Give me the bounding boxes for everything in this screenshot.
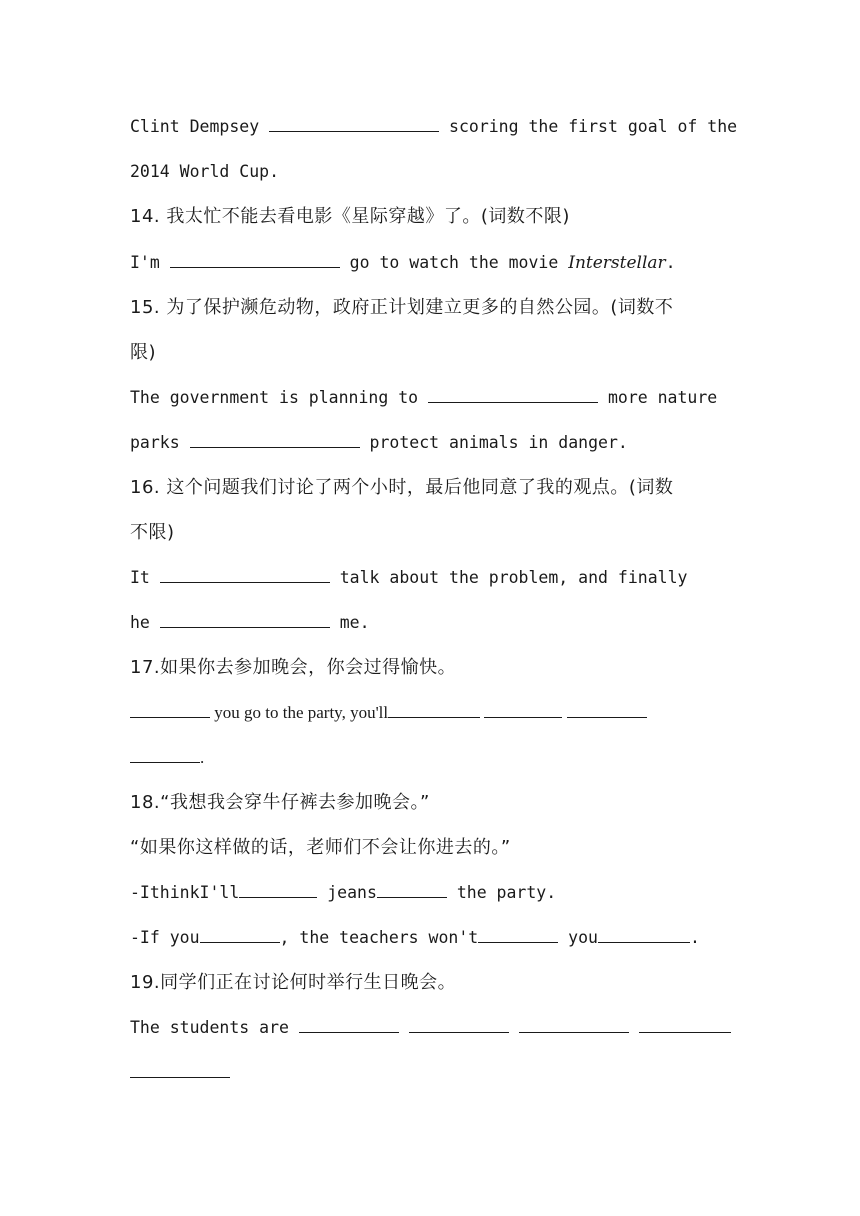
q17-answer-blank-1[interactable] [130, 699, 210, 718]
q17-answer-blank-2[interactable] [388, 699, 480, 718]
q13-en-line2: 2014 World Cup. [130, 162, 280, 181]
q14-en-pre: I'm [130, 253, 170, 272]
q15-answer-blank-2[interactable] [190, 429, 360, 448]
q15-cn-prompt-line2: 限) [130, 342, 157, 363]
q15-en1-post: more nature [598, 388, 718, 407]
q18-en2-post: . [689, 928, 700, 947]
q18-answer-blank-5[interactable] [598, 924, 690, 943]
q18-en1-pre: -IthinkI'll [130, 883, 240, 902]
q18-answer-blank-2[interactable] [377, 879, 447, 898]
q18-en-line1 [130, 878, 732, 908]
q17-en2-post: . [200, 748, 205, 767]
q17-answer-blank-4[interactable] [567, 699, 647, 718]
q18-en1-post: the party. [446, 883, 557, 902]
q19-en-line1 [130, 1013, 732, 1043]
q16-cn-prompt-line1: 16. 这个问题我们讨论了两个小时，最后他同意了我的观点。(词数 [130, 477, 674, 498]
q18-en2-mid2: you [558, 928, 598, 947]
q15-en1-pre: The government is planning to [130, 388, 429, 407]
q16-answer-blank-2[interactable] [160, 609, 330, 628]
q14-en-line [130, 248, 732, 278]
q18-cn-prompt-line1: 18.“我想我会穿牛仔裤去参加晚会。” [130, 792, 430, 813]
q14-answer-blank[interactable] [170, 249, 340, 268]
q18-en-line2 [130, 923, 732, 953]
q18-answer-blank-3[interactable] [200, 924, 280, 943]
q15-en-line2 [130, 428, 732, 458]
q15-en2-pre: parks [130, 433, 190, 452]
q18-en2-mid1: , the teachers won't [279, 928, 479, 947]
q14-movie-title: Interstellar [568, 253, 666, 273]
q17-answer-blank-5[interactable] [130, 744, 200, 763]
q17-en-line2 [130, 743, 732, 773]
q14-en-mid: go to watch the movie [339, 253, 569, 272]
q15-en2-post: protect animals in danger. [359, 433, 628, 452]
q13-answer-blank[interactable] [269, 113, 439, 132]
q18-answer-blank-4[interactable] [478, 924, 558, 943]
q17-en-line1 [130, 698, 732, 728]
q13-en-text-post: scoring the first goal of the [439, 117, 738, 136]
q14-en-post: . [665, 253, 676, 272]
q19-answer-blank-1[interactable] [299, 1014, 399, 1033]
q14-cn-prompt: 14. 我太忙不能去看电影《星际穿越》了。(词数不限) [130, 206, 570, 227]
q17-answer-blank-3[interactable] [484, 699, 562, 718]
q16-en-line1 [130, 563, 732, 593]
q16-en2-post: me. [329, 613, 370, 632]
q19-cn-prompt: 19.同学们正在讨论何时举行生日晚会。 [130, 972, 457, 993]
q16-en-line2 [130, 608, 732, 638]
q17-en1-mid: you go to the party, you'll [210, 703, 389, 722]
q18-answer-blank-1[interactable] [239, 879, 317, 898]
q16-en2-pre: he [130, 613, 160, 632]
q17-cn-prompt: 17.如果你去参加晚会，你会过得愉快。 [130, 657, 457, 678]
q16-en1-post: talk about the problem, and finally [329, 568, 688, 587]
q19-en-pre: The students are [130, 1018, 299, 1037]
q19-answer-blank-3[interactable] [519, 1014, 629, 1033]
q16-en1-pre: It [130, 568, 160, 587]
q18-en1-mid: jeans [317, 883, 377, 902]
q18-cn-prompt-line2: “如果你这样做的话，老师们不会让你进去的。” [130, 837, 511, 858]
q13-en-text-pre: Clint Dempsey [130, 117, 270, 136]
q19-answer-blank-2[interactable] [409, 1014, 509, 1033]
q15-answer-blank-1[interactable] [428, 384, 598, 403]
q16-cn-prompt-line2: 不限) [130, 522, 175, 543]
q15-cn-prompt-line1: 15. 为了保护濒危动物，政府正计划建立更多的自然公园。(词数不 [130, 297, 674, 318]
q13-en-line1 [130, 112, 738, 142]
q18-en2-pre: -If you [130, 928, 200, 947]
q19-answer-blank-4[interactable] [639, 1014, 731, 1033]
q16-answer-blank-1[interactable] [160, 564, 330, 583]
q19-en-line2 [130, 1058, 732, 1088]
q15-en-line1 [130, 383, 732, 413]
q19-answer-blank-5[interactable] [130, 1059, 230, 1078]
